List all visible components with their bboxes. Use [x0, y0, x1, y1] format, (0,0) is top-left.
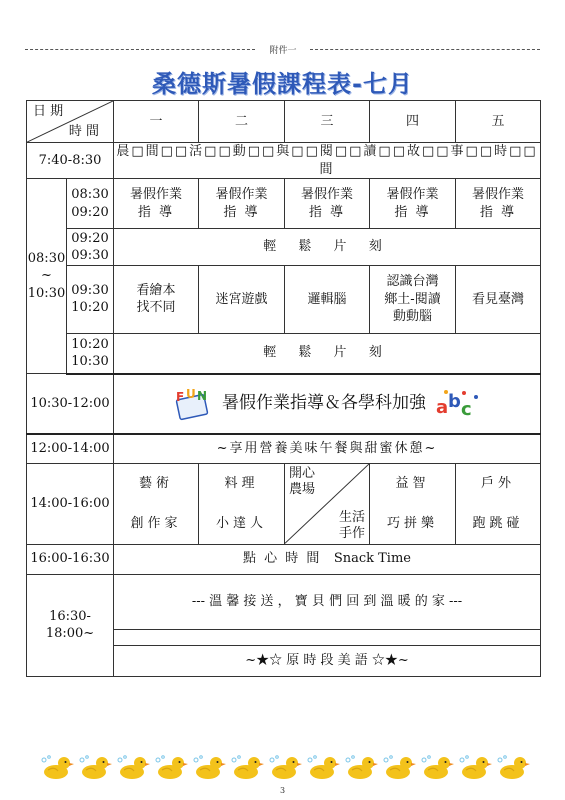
afternoon-wed-top — [289, 466, 315, 497]
dashed-rule-right — [310, 49, 540, 50]
pickup-time-line1: 16:30- — [49, 608, 91, 624]
duck-icon — [306, 754, 340, 780]
afternoon-thu-top: 益智 — [395, 476, 430, 492]
homework-tue — [199, 179, 285, 229]
duck-icon — [154, 754, 188, 780]
afternoon-row — [27, 464, 541, 544]
activity-thu-line2: 鄉土-閱讀 — [384, 291, 441, 307]
morning-activity: 晨□間□□活□□動□□與□□閱□□讀□□故□□事□□時□□間 — [114, 143, 541, 179]
homework-line1: 暑假作業 — [471, 187, 524, 203]
homework-line2: 指 導 — [394, 204, 431, 220]
afternoon-thu — [370, 464, 456, 544]
block-a-time — [27, 179, 67, 374]
homework-subtime-end: 09:20 — [71, 204, 109, 220]
duck-icon — [420, 754, 454, 780]
snack-text: 點 心 時 間 — [243, 551, 322, 567]
page-number: 3 — [279, 786, 286, 795]
pickup-time — [27, 574, 114, 676]
snack-text-en: Snack Time — [333, 551, 411, 567]
homework-mon — [114, 179, 199, 229]
activity-thu — [370, 265, 456, 333]
wed-top-line2: 農場 — [289, 481, 316, 497]
activity-thu-line3: 動動腦 — [392, 309, 432, 325]
homework-line2: 指 導 — [137, 204, 175, 220]
afternoon-tue-top: 料理 — [224, 476, 259, 492]
corner-time-label: 時 間 — [68, 123, 99, 139]
break1-subtime — [67, 229, 114, 265]
day-header-mon: 一 — [114, 101, 199, 143]
break1-label: 輕 鬆 片 刻 — [114, 229, 541, 265]
svg-text:N: N — [197, 388, 208, 403]
duck-icon — [116, 754, 150, 780]
afternoon-fri — [456, 464, 541, 544]
homework-thu — [370, 179, 456, 229]
homework-wed — [285, 179, 370, 229]
activity-mon — [114, 265, 199, 333]
pickup-row — [27, 574, 541, 629]
day-header-fri: 五 — [456, 101, 541, 143]
break2-subtime-end: 10:30 — [71, 354, 109, 370]
afternoon-fri-top: 戶外 — [480, 476, 515, 492]
afternoon-tue — [199, 464, 285, 544]
activities-subtime — [67, 265, 114, 333]
wed-bottom-line1: 生活 — [338, 510, 365, 526]
duck-icon — [230, 754, 264, 780]
homework-line1: 暑假作業 — [386, 187, 439, 203]
lunch-text: ~享用營養美味午餐與甜蜜休憩~ — [114, 434, 541, 464]
block-a-time-start: 08:30 — [27, 250, 66, 266]
wed-bottom-line2: 手作 — [338, 525, 365, 541]
afternoon-thu-bottom: 巧拼樂 — [386, 515, 438, 531]
snack-cell — [114, 544, 541, 574]
page-title: 桑德斯暑假課程表-七月 — [152, 70, 413, 98]
homework-line1: 暑假作業 — [215, 187, 268, 203]
homework-line1: 暑假作業 — [129, 187, 182, 203]
header-row — [27, 101, 541, 143]
svg-text:U: U — [186, 386, 196, 401]
break2-subtime — [67, 333, 114, 373]
blank-cell — [114, 629, 541, 645]
duck-icon — [496, 754, 530, 780]
activities-subtime-start: 09:30 — [71, 282, 109, 298]
duck-border — [40, 752, 530, 782]
pickup-time-line2: 18:00~ — [45, 626, 95, 642]
fun-letters-icon — [172, 387, 214, 421]
break1-subtime-end: 09:30 — [71, 248, 109, 264]
duck-icon — [344, 754, 378, 780]
english-text: ~★☆ 原 時 段 美 語 ☆★~ — [114, 645, 541, 676]
block-a-time-end: 10:30 — [27, 285, 66, 301]
pickup-text: --- 溫 馨 接 送 ， 寶 貝 們 回 到 溫 暖 的 家 --- — [114, 574, 541, 629]
morning-time: 7:40-8:30 — [27, 143, 114, 179]
afternoon-mon — [114, 464, 199, 544]
activity-thu-line1: 認識台灣 — [386, 273, 439, 289]
date-time-corner-cell — [27, 101, 114, 143]
snack-row — [27, 544, 541, 574]
afternoon-wed — [285, 464, 370, 544]
study-cell — [114, 374, 541, 434]
homework-line2: 指 導 — [479, 204, 517, 220]
corner-date-label: 日 期 — [33, 104, 64, 119]
activity-wed: 邏輯腦 — [285, 265, 370, 333]
annex-header — [25, 44, 540, 54]
dashed-rule-left — [25, 49, 255, 50]
duck-icon — [192, 754, 226, 780]
block-a-time-sep: ~ — [41, 268, 52, 284]
snack-time: 16:00-16:30 — [27, 544, 114, 574]
svg-text:b: b — [448, 390, 461, 412]
break-row-1 — [27, 229, 541, 265]
activity-tue: 迷宮遊戲 — [199, 265, 285, 333]
morning-row — [27, 143, 541, 179]
abc-letters-icon — [434, 387, 482, 421]
break2-label: 輕 鬆 片 刻 — [114, 333, 541, 373]
annex-label: 附件一 — [269, 46, 297, 56]
afternoon-tue-bottom: 小達人 — [215, 515, 267, 531]
duck-icon — [40, 754, 74, 780]
homework-subtime-start: 08:30 — [71, 187, 109, 203]
wed-top-line1: 開心 — [289, 466, 316, 482]
duck-icon — [382, 754, 416, 780]
schedule-table — [26, 100, 541, 677]
afternoon-mon-bottom: 創作家 — [130, 515, 182, 531]
study-time: 10:30-12:00 — [27, 374, 114, 434]
duck-icon — [458, 754, 492, 780]
break-row-2 — [27, 333, 541, 373]
activities-subtime-end: 10:20 — [71, 300, 109, 316]
study-text: 暑假作業指導＆各學科加強 — [222, 393, 426, 414]
break1-subtime-start: 09:20 — [71, 230, 109, 246]
svg-text:c: c — [461, 398, 472, 420]
day-header-wed: 三 — [285, 101, 370, 143]
study-row — [27, 374, 541, 434]
homework-line1: 暑假作業 — [300, 187, 353, 203]
afternoon-mon-top: 藝術 — [138, 476, 173, 492]
break2-subtime-start: 10:20 — [71, 336, 109, 352]
afternoon-time: 14:00-16:00 — [27, 464, 114, 544]
duck-icon — [78, 754, 112, 780]
svg-text:a: a — [436, 396, 449, 418]
activity-mon-line1: 看繪本 — [136, 282, 176, 298]
activity-fri: 看見臺灣 — [456, 265, 541, 333]
homework-line2: 指 導 — [308, 204, 346, 220]
homework-subtime — [67, 179, 114, 229]
activities-row — [27, 265, 541, 333]
lunch-row — [27, 434, 541, 464]
homework-fri — [456, 179, 541, 229]
afternoon-wed-bottom — [339, 510, 365, 541]
homework-line2: 指 導 — [223, 204, 260, 220]
lunch-time: 12:00-14:00 — [27, 434, 114, 464]
activity-mon-line2: 找不同 — [136, 300, 176, 316]
svg-text:F: F — [176, 389, 185, 404]
duck-icon — [268, 754, 302, 780]
homework-row — [27, 179, 541, 229]
afternoon-fri-bottom: 跑跳碰 — [472, 515, 524, 531]
day-header-tue: 二 — [199, 101, 285, 143]
day-header-thu: 四 — [370, 101, 456, 143]
